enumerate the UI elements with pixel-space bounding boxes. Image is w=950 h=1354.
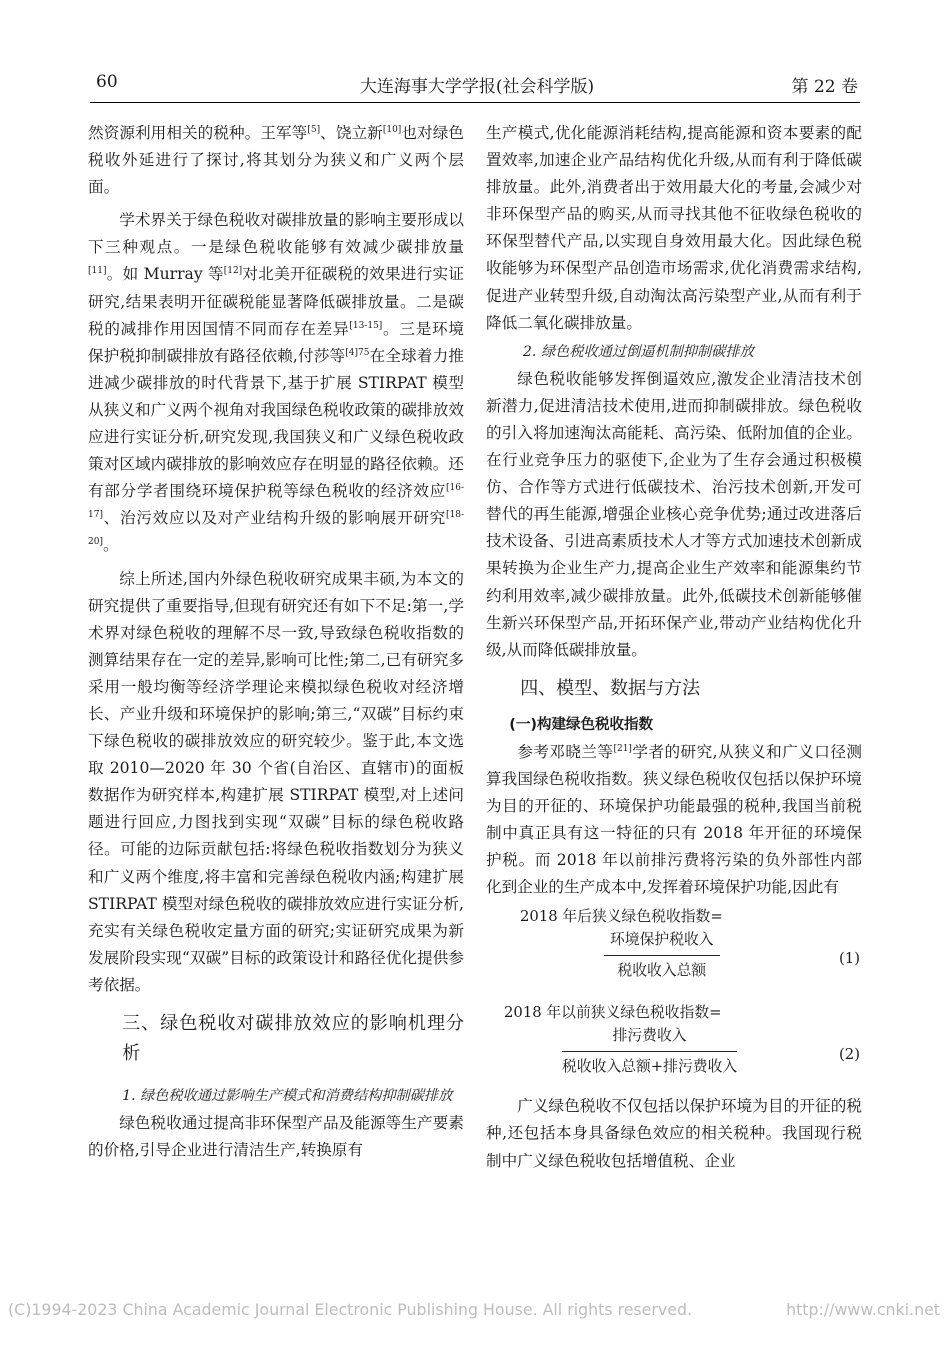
- paragraph-4: 生产模式,优化能源消耗结构,提高能源和资本要素的配置效率,加速企业产品结构优化升级,从而有利于降低碳排放量。此外,消费者出于效用最大化的考量,会减少对非环保型产品的购买,从而寻找其他不征收绿色税收的环保型替代产品,以实现自身效用最大化。因此绿色税收能够为环保型产品创造市场需求,优化消费需求结构,促进产业转型升级,自动淘汰高污染型产业,从而有利于降低二氧化碳排放量。: [486, 124, 862, 332]
- formula-1: [486, 901, 862, 997]
- citation: [18-20]: [88, 510, 464, 548]
- footer-link[interactable]: http://www.cnki.net: [786, 1300, 940, 1319]
- formula-1-numerator: 环境保护税收入: [604, 929, 720, 956]
- subsection-title-2: 2. 绿色税收通过倒逼机制抑制碳排放: [522, 343, 754, 360]
- formula-2-numerator: 排污费收入: [562, 1025, 737, 1052]
- citation: [4]75: [345, 347, 370, 358]
- volume-label: 第 22 卷: [791, 77, 858, 97]
- header-rule: [90, 102, 860, 103]
- section-title-3: 三、绿色税收对碳排放效应的影响机理分析: [122, 1013, 464, 1064]
- paragraph-2: 综上所述,国内外绿色税收研究成果丰硕,为本文的研究提供了重要指导,但现有研究还有如下不足:第一,学术界对绿色税收的理解不尽一致,导致绿色税收指数的测算结果存在一定的差异,影响可比性;第二,已有研究多采用一般均衡等经济学理论来模拟绿色税收对经济增长、产业升级和环境保护的影响;第三,“双碳”目标约束下绿色税收的碳排放效应的研究较少。鉴于此,本文选取 2010—2020 年 30 个省(自治区、直辖市)的面板数据作为研究样本,构建扩展 STIRPAT 模型,对上述问题进行回应,力图找到实现“双碳”目标的绿色税收路径。可能的边际贡献包括:将绿色税收指数划分为狭义和广义两个维度,将丰富和完善绿色税收内涵;构建扩展 STIRPAT 模型对绿色税收的碳排放效应进行实证分析,充实有关绿色税收定量方面的研究;实证研究成果为新发展阶段实现“双碳”目标的政策设计和路径优化提供参考依据。: [88, 569, 464, 994]
- paragraph-3: 绿色税收通过提高非环保型产品及能源等生产要素的价格,引导企业进行清洁生产,转换原有: [88, 1114, 464, 1160]
- journal-title: 大连海事大学学报(社会科学版): [359, 77, 595, 97]
- formula-2-number: (2): [839, 1046, 860, 1064]
- formula-1-number: (1): [839, 950, 860, 968]
- page-header: [96, 72, 858, 100]
- formula-1-denominator: 税收收入总额: [617, 962, 707, 980]
- citation: [13-15]: [349, 320, 383, 331]
- citation: [21]: [613, 743, 632, 754]
- right-column: [486, 120, 862, 1175]
- section-title-4: 四、模型、数据与方法: [520, 677, 701, 699]
- left-column: [88, 120, 464, 1164]
- paragraph-0: 然资源利用相关的税种。王军等[5]、饶立新[10]也对绿色税收外延进行了探讨,将其划分为狭义和广义两个层面。: [88, 124, 464, 197]
- paragraph-5: 绿色税收能够发挥倒逼效应,激发企业清洁技术创新潜力,促进清洁技术使用,进而抑制碳排放。绿色税收的引入将加速淘汰高能耗、高污染、低附加值的企业。在行业竞争压力的驱使下,企业为了生存会通过积极模仿、合作等方式进行低碳技术、治污技术创新,开发可替代的再生能源,增强企业核心竞争优势;通过改进落后技术设备、引进高素质技术人才等方式加速技术创新成果转换为企业生产力,提高企业生产效率和能源集约节约利用效率,减少碳排放量。此外,低碳技术创新能够催生新兴环保型产品,开拓环保产业,带动产业结构优化升级,从而降低碳排放量。: [486, 369, 862, 659]
- formula-1-lhs: 2018 年后狭义绿色税收指数=: [520, 908, 723, 926]
- subsection-title-3: (一)构建绿色税收指数: [509, 716, 653, 733]
- paragraph-7: 广义绿色税收不仅包括以保护环境为目的开征的税种,还包括本身具备绿色效应的相关税种。我国现行税制中广义绿色税收包括增值税、企业: [486, 1097, 862, 1170]
- paragraph-1: 学术界关于绿色税收对碳排放量的影响主要形成以下三种观点。一是绿色税收能够有效减少碳排放量[11]。如 Murray 等[12]对北美开征碳税的效果进行实证研究,结果表明开征碳税能显著降低碳排放量。二是碳税的减排作用因国情不同而存在差异[13-15]。三是环境保护税抑制碳排放有路径依赖,付莎等$^{[4]75}$在全球着力推进减少碳排放的时代背景下,基于扩展 STIRPAT 模型从狭义和广义两个视角对我国绿色税收政策的碳排放效应进行实证分析,研究发现,我国狭义和广义绿色税收政策对区域内碳排放的影响效应存在明显的路径依赖。还有部分学者围绕环境保护税等绿色税收的经济效应[16-17]、治污效应以及对产业结构升级的影响展开研究[18-20]。: [88, 211, 464, 555]
- formula-2-lhs: 2018 年以前狭义绿色税收指数=: [504, 1004, 722, 1022]
- page-number: 60: [96, 72, 118, 92]
- formula-2-fraction: [562, 1025, 737, 1078]
- citation: [16-17]: [88, 483, 464, 521]
- subsection-title-1: 1. 绿色税收通过影响生产模式和消费结构抑制碳排放: [122, 1088, 453, 1104]
- formula-2: [486, 997, 862, 1093]
- formula-2-denominator: 税收收入总额+排污费收入: [562, 1058, 738, 1076]
- paragraph-6: 参考邓晓兰等[21]学者的研究,从狭义和广义口径测算我国绿色税收指数。狭义绿色税收仅包括以保护环境为目的开征的、环境保护功能最强的税种,我国当前税制中真正具有这一特征的只有 2018 年开征的环境保护税。而 2018 年以前排污费将污染的负外部性内部化到企业的生产成本中,发挥着环境保护功能,因此有: [486, 742, 862, 897]
- citation: [5]: [307, 124, 321, 135]
- citation: [11]: [88, 266, 107, 277]
- copyright-text: (C)1994-2023 China Academic Journal Electronic Publishing House. All rights reserved.: [8, 1300, 692, 1319]
- page-footer: [0, 1300, 950, 1326]
- citation: [12]: [223, 266, 243, 277]
- citation: [10]: [382, 124, 402, 135]
- formula-1-fraction: [604, 929, 720, 982]
